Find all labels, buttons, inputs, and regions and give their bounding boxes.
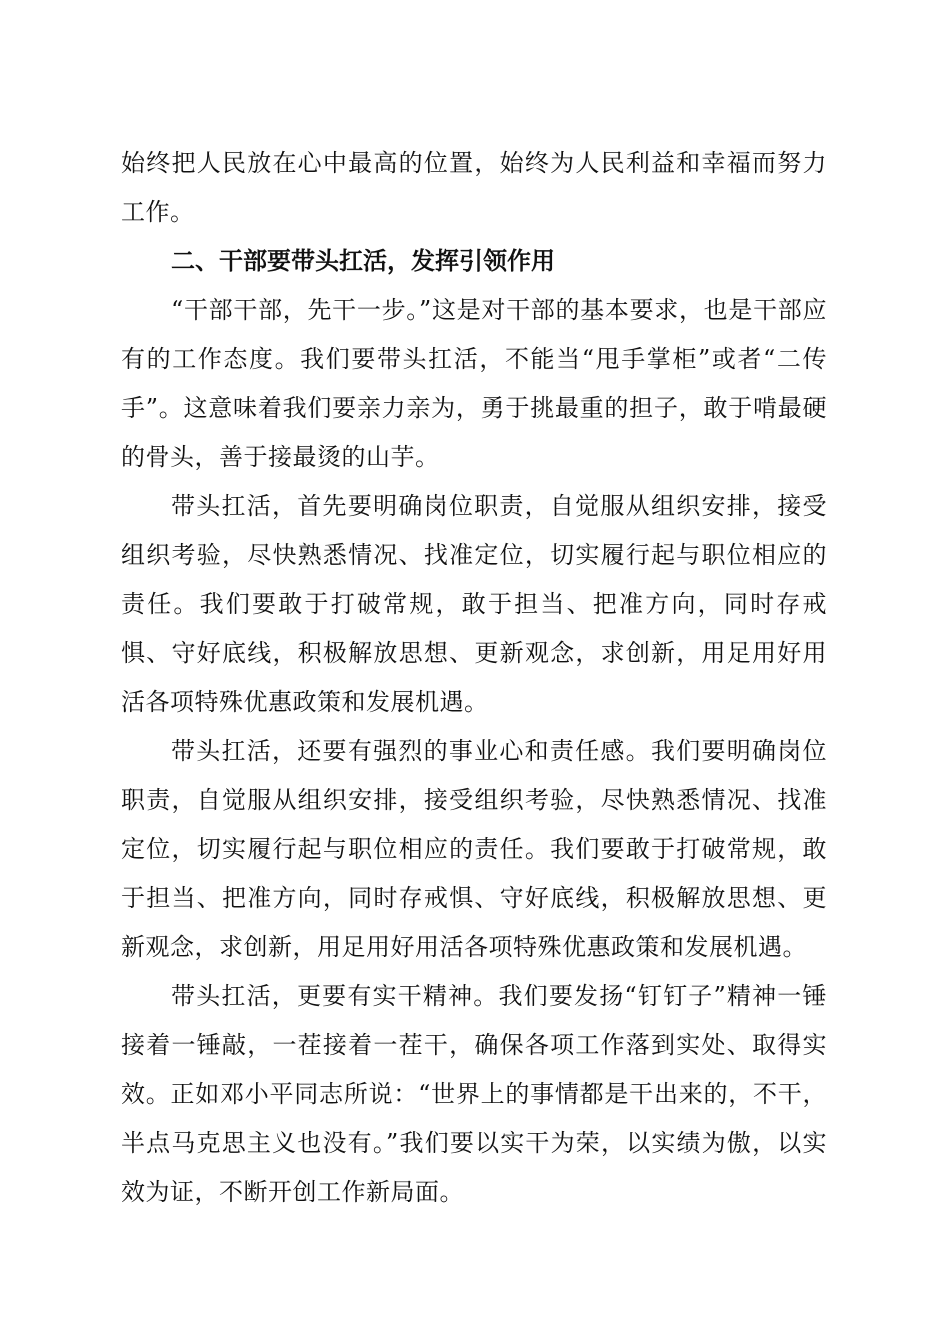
paragraph: 带头扛活，更要有实干精神。我们要发扬“钉钉子”精神一锤接着一锤敲，一茬接着一茬干，确保各项工作落到实处、取得实效。正如邓小平同志所说：“世界上的事情都是干出来的，不干，半点马克思主义也没有。”我们要以实干为荣，以实绩为傲，以实效为证，不断开创工作新局面。 xyxy=(121,982,827,1206)
paragraph-continuation: 始终把人民放在心中最高的位置，始终为人民利益和幸福而努力工作。 xyxy=(121,149,827,226)
paragraph: 带头扛活，首先要明确岗位职责，自觉服从组织安排，接受组织考验，尽快熟悉情况、找准定位，切实履行起与职位相应的责任。我们要敢于打破常规，敢于担当、把准方向，同时存戒惧、守好底线，积极解放思想、更新观念，求创新，用足用好用活各项特殊优惠政策和发展机遇。 xyxy=(121,492,827,716)
document-page xyxy=(121,139,827,1217)
paragraph: 带头扛活，还要有强烈的事业心和责任感。我们要明确岗位职责，自觉服从组织安排，接受组织考验，尽快熟悉情况、找准定位，切实履行起与职位相应的责任。我们要敢于打破常规，敢于担当、把准方向，同时存戒惧、守好底线，积极解放思想、更新观念，求创新，用足用好用活各项特殊优惠政策和发展机遇。 xyxy=(121,737,827,961)
paragraph: “干部干部，先干一步。”这是对干部的基本要求，也是干部应有的工作态度。我们要带头扛活，不能当“甩手掌柜”或者“二传手”。这意味着我们要亲力亲为，勇于挑最重的担子，敢于啃最硬的骨头，善于接最烫的山芋。 xyxy=(121,296,827,471)
section-heading: 二、干部要带头扛活，发挥引领作用 xyxy=(171,247,555,275)
